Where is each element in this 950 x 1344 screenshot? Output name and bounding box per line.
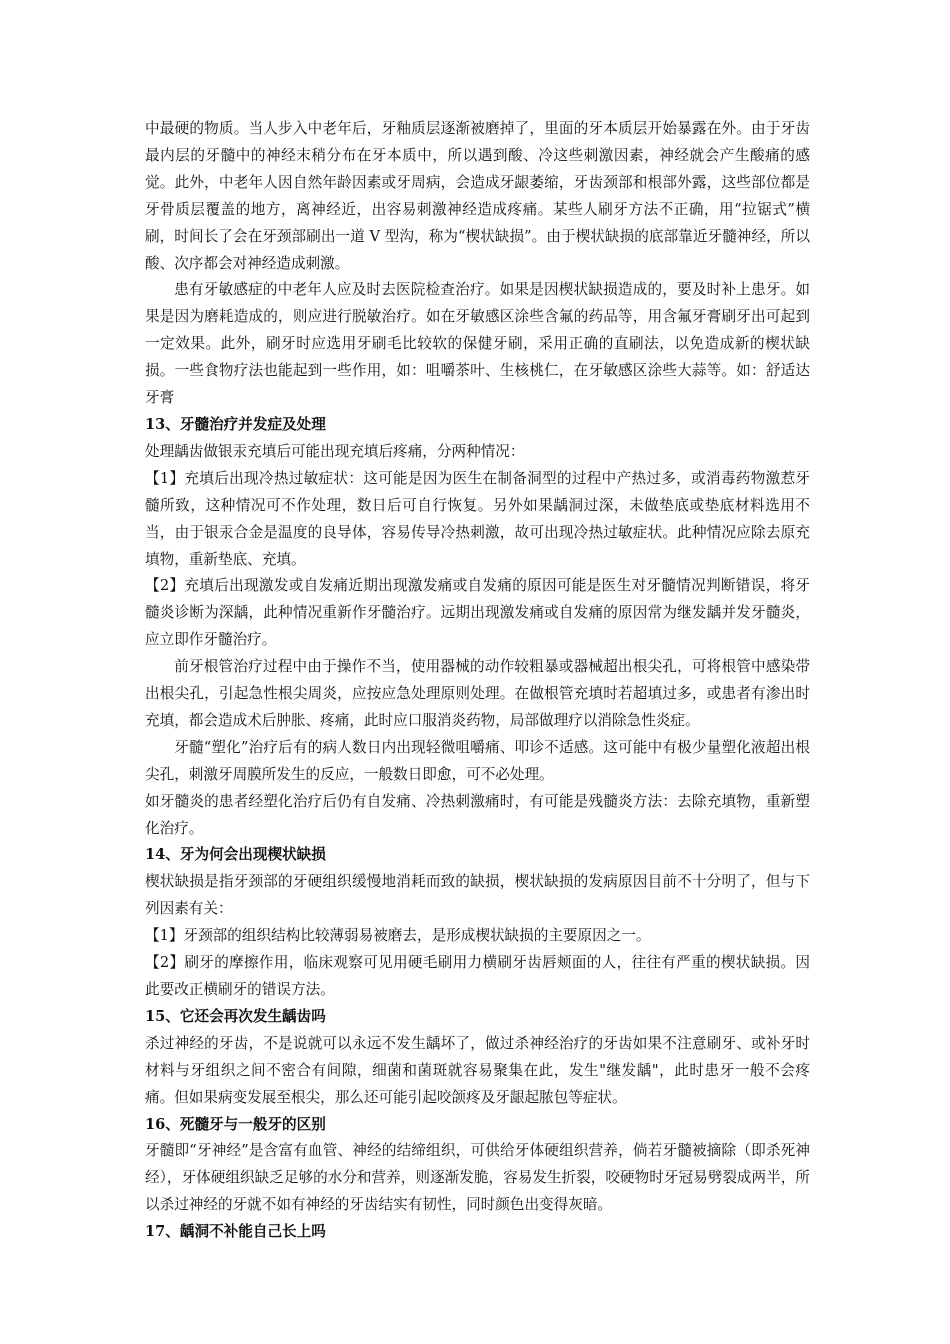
- paragraph: 牙髓即“牙神经”是含富有血管、神经的结缔组织，可供给牙体硬组织营养，倘若牙髓被摘除（即杀死神经），牙体硬组织缺乏足够的水分和营养，则逐渐发脆，容易发生折裂，咬硬物时牙冠易劈裂成两半，所以杀过神经的牙就不如有神经的牙齿结实有韧性，同时颜色出变得灰暗。: [145, 1142, 810, 1214]
- section-heading: 16、死髓牙与一般牙的区别: [145, 1115, 326, 1133]
- list-item: 【1】牙颈部的组织结构比较薄弱易被磨去，是形成楔状缺损的主要原因之一。: [145, 927, 651, 945]
- section-heading: 14、牙为何会出现楔状缺损: [145, 846, 326, 864]
- list-item: 【2】刷牙的摩擦作用，临床观察可见用硬毛刷用力横刷牙齿唇颊面的人，往往有严重的楔状缺损。因此要改正横刷牙的错误方法。: [145, 954, 810, 998]
- paragraph: 杀过神经的牙齿，不是说就可以永远不发生龋坏了，做过杀神经治疗的牙齿如果不注意刷牙、或补牙时材料与牙组织之间不密合有间隙，细菌和菌斑就容易聚集在此，发生"继发龋"，此时患牙一般不会疼痛。但如果病变发展至根尖，那么还可能引起咬颌疼及牙龈起脓包等症状。: [145, 1034, 810, 1106]
- paragraph: 前牙根管治疗过程中由于操作不当，使用器械的动作较粗暴或器械超出根尖孔，可将根管中感染带出根尖孔，引起急性根尖周炎，应按应急处理原则处理。在做根管充填时若超填过多，或患者有渗出时充填，都会造成术后肿胀、疼痛，此时应口服消炎药物，局部做理疗以消除急性炎症。: [145, 658, 810, 729]
- paragraph: 楔状缺损是指牙颈部的牙硬组织缓慢地消耗而致的缺损，楔状缺损的发病原因目前不十分明了，但与下列因素有关：: [145, 873, 810, 918]
- document-body: [145, 116, 810, 1246]
- section-heading: 13、牙髓治疗并发症及处理: [145, 415, 326, 433]
- paragraph: 处理龋齿做银汞充填后可能出现充填后疼痛，分两种情况：: [145, 442, 525, 460]
- paragraph: 如牙髓炎的患者经塑化治疗后仍有自发痛、冷热刺激痛时，有可能是残髓炎方法：去除充填物，重新塑化治疗。: [145, 792, 810, 837]
- paragraph: 牙髓“塑化”治疗后有的病人数日内出现轻微咀嚼痛、叩诊不适感。这可能中有极少量塑化液超出根尖孔，刺激牙周膜所发生的反应，一般数日即愈，可不必处理。: [145, 738, 810, 783]
- paragraph: 中最硬的物质。当人步入中老年后，牙釉质层逐渐被磨掉了，里面的牙本质层开始暴露在外。由于牙齿最内层的牙髓中的神经末稍分布在牙本质中，所以遇到酸、冷这些刺激因素，神经就会产生酸痛的感觉。此外，中老年人因自然年龄因素或牙周病，会造成牙龈萎缩，牙齿颈部和根部外露，这些部位都是牙骨质层覆盖的地方，离神经近，出容易刺激神经造成疼痛。某些人刷牙方法不正确，用“拉锯式”横刷，时间长了会在牙颈部刷出一道 V 型沟，称为“楔状缺损”。由于楔状缺损的底部靠近牙髓神经，所以酸、次序都会对神经造成刺激。: [145, 120, 810, 272]
- section-heading: 15、它还会再次发生龋齿吗: [145, 1007, 326, 1025]
- list-item: 【2】充填后出现激发或自发痛近期出现激发痛或自发痛的原因可能是医生对牙髓情况判断错误，将牙髓炎诊断为深龋，此种情况重新作牙髓治疗。远期出现激发痛或自发痛的原因常为继发龋并发牙髓炎，应立即作牙髓治疗。: [145, 577, 810, 649]
- list-item: 【1】充填后出现冷热过敏症状：这可能是因为医生在制备洞型的过程中产热过多，或消毒药物激惹牙髓所致，这种情况可不作处理，数日后可自行恢复。另外如果龋洞过深，未做垫底或垫底材料选用不当，由于银汞合金是温度的良导体，容易传导冷热刺激，故可出现冷热过敏症状。此种情况应除去原充填物，重新垫底、充填。: [145, 469, 810, 568]
- paragraph: 患有牙敏感症的中老年人应及时去医院检查治疗。如果是因楔状缺损造成的，要及时补上患牙。如果是因为磨耗造成的，则应进行脱敏治疗。如在牙敏感区涂些含氟的药品等，用含氟牙膏刷牙出可起到一定效果。此外，刷牙时应选用牙刷毛比较软的保健牙刷，采用正确的直刷法，以免造成新的楔状缺损。一些食物疗法也能起到一些作用，如：咀嚼茶叶、生核桃仁，在牙敏感区涂些大蒜等。如：舒适达牙膏: [145, 281, 810, 407]
- section-heading: 17、龋洞不补能自己长上吗: [145, 1223, 326, 1241]
